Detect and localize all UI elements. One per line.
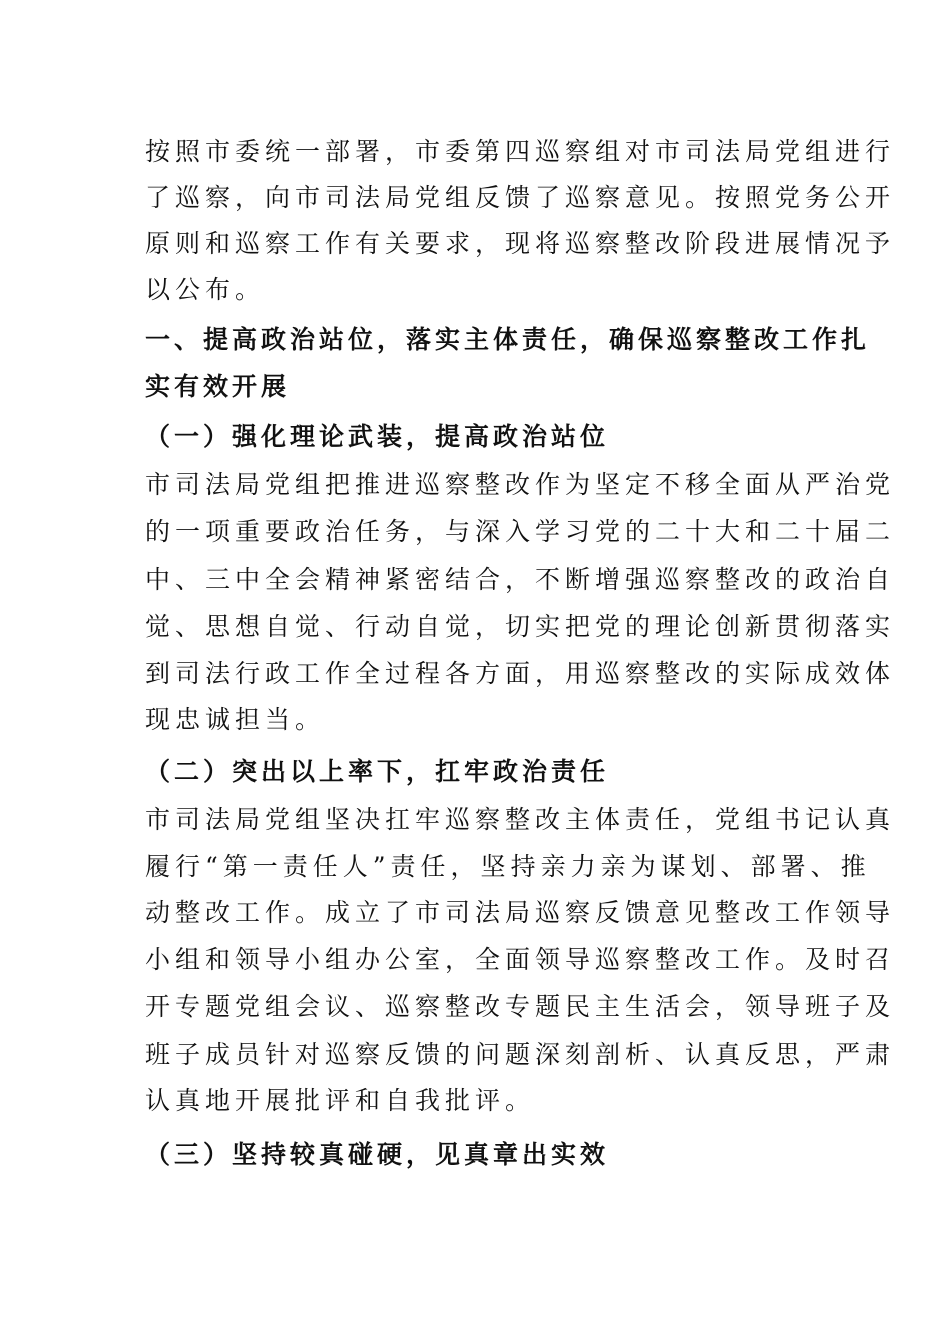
intro-line: 了巡察，向市司法局党组反馈了巡察意见。按照党务公开 [145,183,896,212]
paragraph-line: 动整改工作。成立了市司法局巡察反馈意见整改工作领导 [145,898,896,927]
paragraph-line: 现忠诚担当。 [145,705,326,734]
subsection-heading-2: （二）突出以上率下，扛牢政治责任 [145,757,610,786]
paragraph-line: 中、三中全会精神紧密结合，不断增强巡察整改的政治自 [145,565,896,594]
paragraph-line: 觉、思想自觉、行动自觉，切实把党的理论创新贯彻落实 [145,612,896,641]
intro-line: 原则和巡察工作有关要求，现将巡察整改阶段进展情况予 [145,229,896,258]
paragraph-line: 履行“第一责任人”责任，坚持亲力亲为谋划、部署、推 [145,852,871,881]
subsection-heading-3: （三）坚持较真碰硬，见真章出实效 [145,1140,610,1169]
intro-line: 以公布。 [145,275,266,304]
paragraph-line: 的一项重要政治任务，与深入学习党的二十大和二十届二 [145,517,896,546]
subsection-heading-1: （一）强化理论武装，提高政治站位 [145,422,610,451]
intro-line: 按照市委统一部署，市委第四巡察组对市司法局党组进行 [145,137,896,166]
paragraph-line: 小组和领导小组办公室，全面领导巡察整改工作。及时召 [145,945,896,974]
section-heading-line: 一、提高政治站位，落实主体责任，确保巡察整改工作扎 [145,325,871,354]
paragraph-line: 市司法局党组坚决扛牢巡察整改主体责任，党组书记认真 [145,805,896,834]
paragraph-line: 市司法局党组把推进巡察整改作为坚定不移全面从严治党 [145,470,896,499]
paragraph-line: 到司法行政工作全过程各方面，用巡察整改的实际成效体 [145,659,896,688]
paragraph-line: 班子成员针对巡察反馈的问题深刻剖析、认真反思，严肃 [145,1040,896,1069]
paragraph-line: 认真地开展批评和自我批评。 [145,1086,536,1115]
paragraph-line: 开专题党组会议、巡察整改专题民主生活会，领导班子及 [145,992,896,1021]
section-heading-line: 实有效开展 [145,372,291,401]
